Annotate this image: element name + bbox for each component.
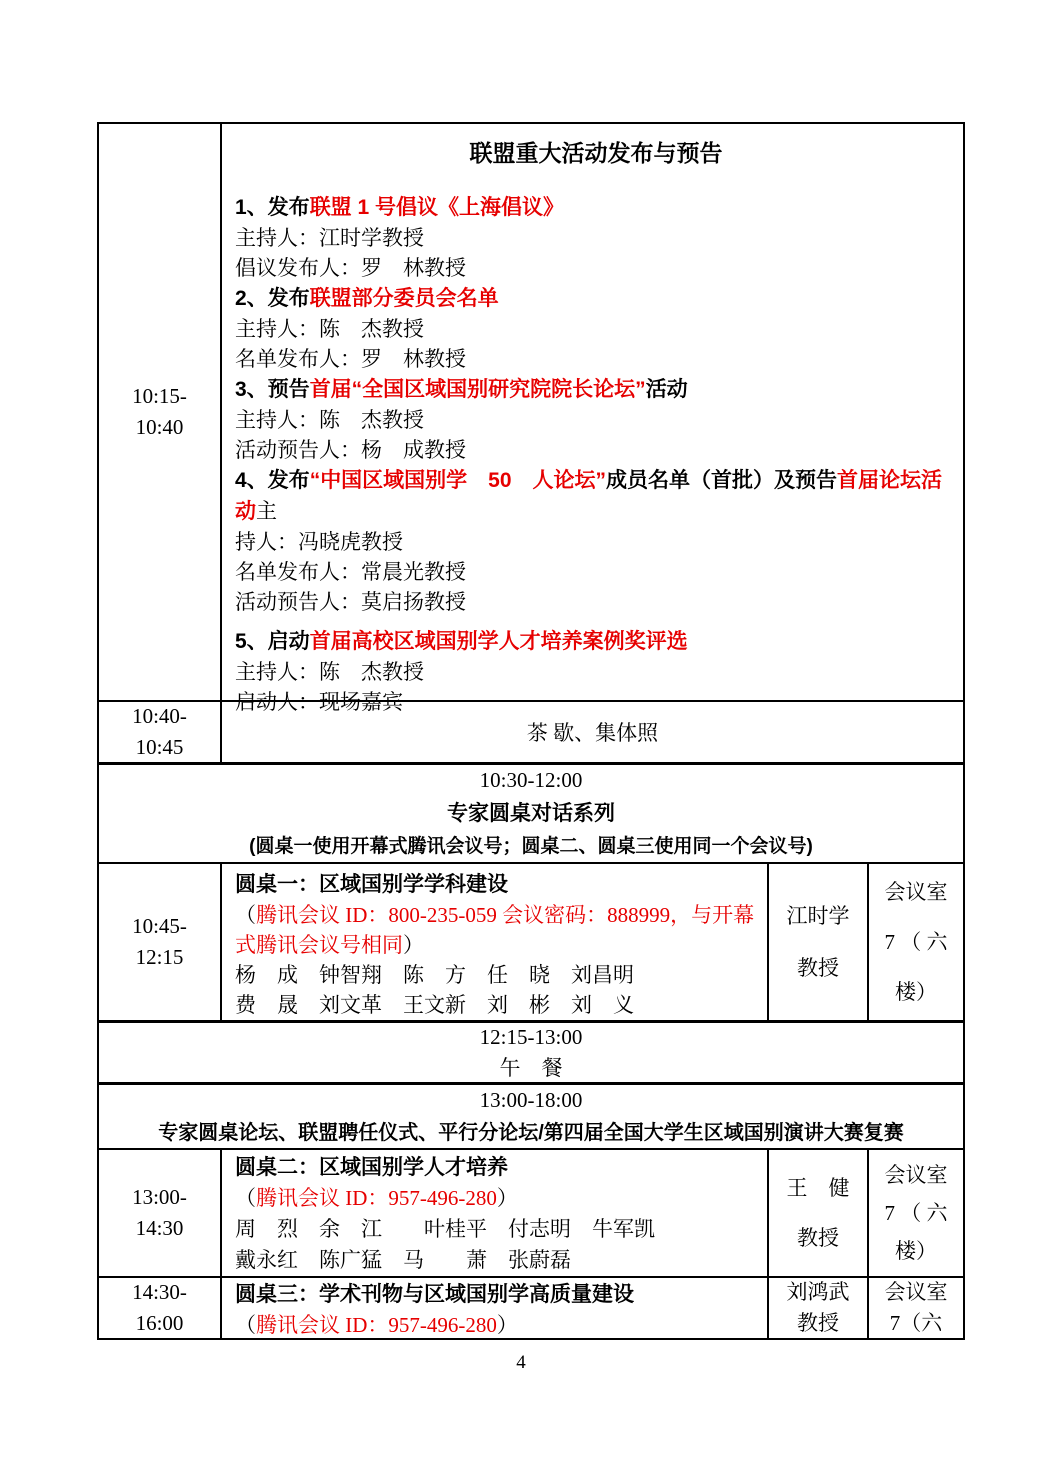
row-roundtable-series-header [99,762,963,862]
rich-line: 圆桌一：区域国别学学科建设 [235,872,508,896]
text-line: 江时学 [786,904,850,928]
series-title: 专家圆桌对话系列 [447,802,615,825]
rich-line: 主持人：陈 杰教授 [235,408,424,432]
text-line: 12:15 [135,945,184,969]
text-line: 14:30 [135,1216,184,1240]
text-line: 教授 [797,1311,839,1335]
rich-line: 活动预告人：莫启扬教授 [235,590,466,614]
text-line: 7（六 [889,1311,943,1335]
content-cell [220,124,963,714]
rich-line: 2、发布联盟部分委员会名单 [235,287,499,310]
rich-line: 4、发布“中国区域国别学 50 人论坛”成员名单（首批）及预告首届论坛活动主 [235,469,943,523]
announcement-lines [235,192,957,717]
rich-line: 5、启动首届高校区域国别学人才培养案例奖评选 [235,630,688,653]
row-lunch [99,1020,963,1082]
rich-line: （腾讯会议 ID：957-496-280） [235,1312,518,1337]
text-line: 10:15- [132,384,187,408]
text-line: 刘鸿武 [786,1280,850,1304]
text-line: 会议室 [884,1163,948,1187]
lunch-cell [99,1023,963,1082]
rich-line: 费 晟 刘文革 王文新 刘 彬 刘 义 [235,992,634,1017]
room-cell [867,1278,963,1338]
rich-line: 启动人：现场嘉宾 [235,690,403,714]
row-roundtable-2 [99,1148,963,1276]
afternoon-header-cell [99,1085,963,1148]
row-roundtable-3 [99,1276,963,1338]
moderator-cell [767,1150,867,1276]
row-tea-break [99,700,963,762]
time-cell [99,1150,220,1276]
content-cell [220,1278,767,1338]
content-cell [220,864,767,1020]
time-cell [99,124,220,700]
text-line: 16:00 [135,1311,184,1335]
rich-line: 主持人：陈 杰教授 [235,660,424,684]
rich-line: 主持人：江时学教授 [235,226,424,250]
rich-line: 持人：冯晓虎教授 [235,530,403,554]
schedule-table [97,122,965,1340]
moderator-cell [767,864,867,1020]
room-cell [867,864,963,1020]
rich-line: 式腾讯会议号相同） [235,932,424,957]
rich-line: （腾讯会议 ID：800-235-059 会议密码：888999，与开幕 [235,902,755,927]
rich-line: 戴永红 陈广猛 马 萧 张蔚磊 [235,1248,571,1272]
text-line: 楼） [895,1239,937,1263]
page-number: 4 [516,1352,526,1373]
row-roundtable-1 [99,862,963,1020]
time-cell [99,1278,220,1338]
rich-line: 名单发布人：罗 林教授 [235,347,466,371]
row-major-announcements [99,124,963,714]
time-cell [99,864,220,1020]
text-line: 教授 [797,956,839,980]
rich-line: 倡议发布人：罗 林教授 [235,256,466,280]
lunch-label: 午 餐 [499,1055,563,1080]
series-header-cell [99,765,963,862]
row-afternoon-header [99,1082,963,1148]
tea-break-label: 茶 歇、集体照 [526,721,659,745]
afternoon-title: 专家圆桌论坛、联盟聘任仪式、平行分论坛/第四届全国大学生区域国别演讲大赛复赛 [158,1121,904,1144]
rich-line: （腾讯会议 ID：957-496-280） [235,1186,518,1210]
rich-line: 主持人：陈 杰教授 [235,317,424,341]
text-line: 7 （ 六 [884,930,948,954]
text-line: 10:45- [132,914,187,938]
text-line: 教授 [797,1226,839,1250]
rich-line: 周 烈 余 江 叶桂平 付志明 牛军凯 [235,1217,655,1241]
section-heading: 联盟重大活动发布与预告 [469,140,723,166]
afternoon-time-range: 13:00-18:00 [479,1087,583,1112]
text-line: 会议室 [884,1280,948,1304]
lunch-time-range: 12:15-13:00 [479,1024,583,1049]
text-line: 14:30- [132,1280,187,1304]
content-cell [220,1150,767,1276]
room-cell [867,1150,963,1276]
rich-line: 杨 成 钟智翔 陈 方 任 晓 刘昌明 [235,962,634,987]
rich-line: 圆桌二：区域国别学人才培养 [235,1156,508,1179]
rich-line: 活动预告人：杨 成教授 [235,438,466,462]
series-note: (圆桌一使用开幕式腾讯会议号；圆桌二、圆桌三使用同一个会议号) [249,836,813,857]
text-line: 楼） [895,980,937,1004]
text-line: 7 （ 六 [884,1201,948,1225]
rich-line: 3、预告首届“全国区域国别研究院院长论坛”活动 [235,378,688,401]
rich-line: 1、发布联盟 1 号倡议《上海倡议》 [235,196,565,219]
text-line: 会议室 [884,880,948,904]
text-line: 10:40- [132,704,187,728]
moderator-cell [767,1278,867,1338]
text-line: 10:45 [135,735,184,759]
tea-break-cell [220,702,963,762]
text-line: 10:40 [135,415,184,439]
rich-line: 圆桌三：学术刊物与区域国别学高质量建设 [235,1282,634,1306]
rich-line: 名单发布人：常晨光教授 [235,560,466,584]
time-cell [99,702,220,762]
series-time-range: 10:30-12:00 [479,768,583,792]
text-line: 13:00- [132,1185,187,1209]
text-line: 王 健 [786,1176,850,1200]
